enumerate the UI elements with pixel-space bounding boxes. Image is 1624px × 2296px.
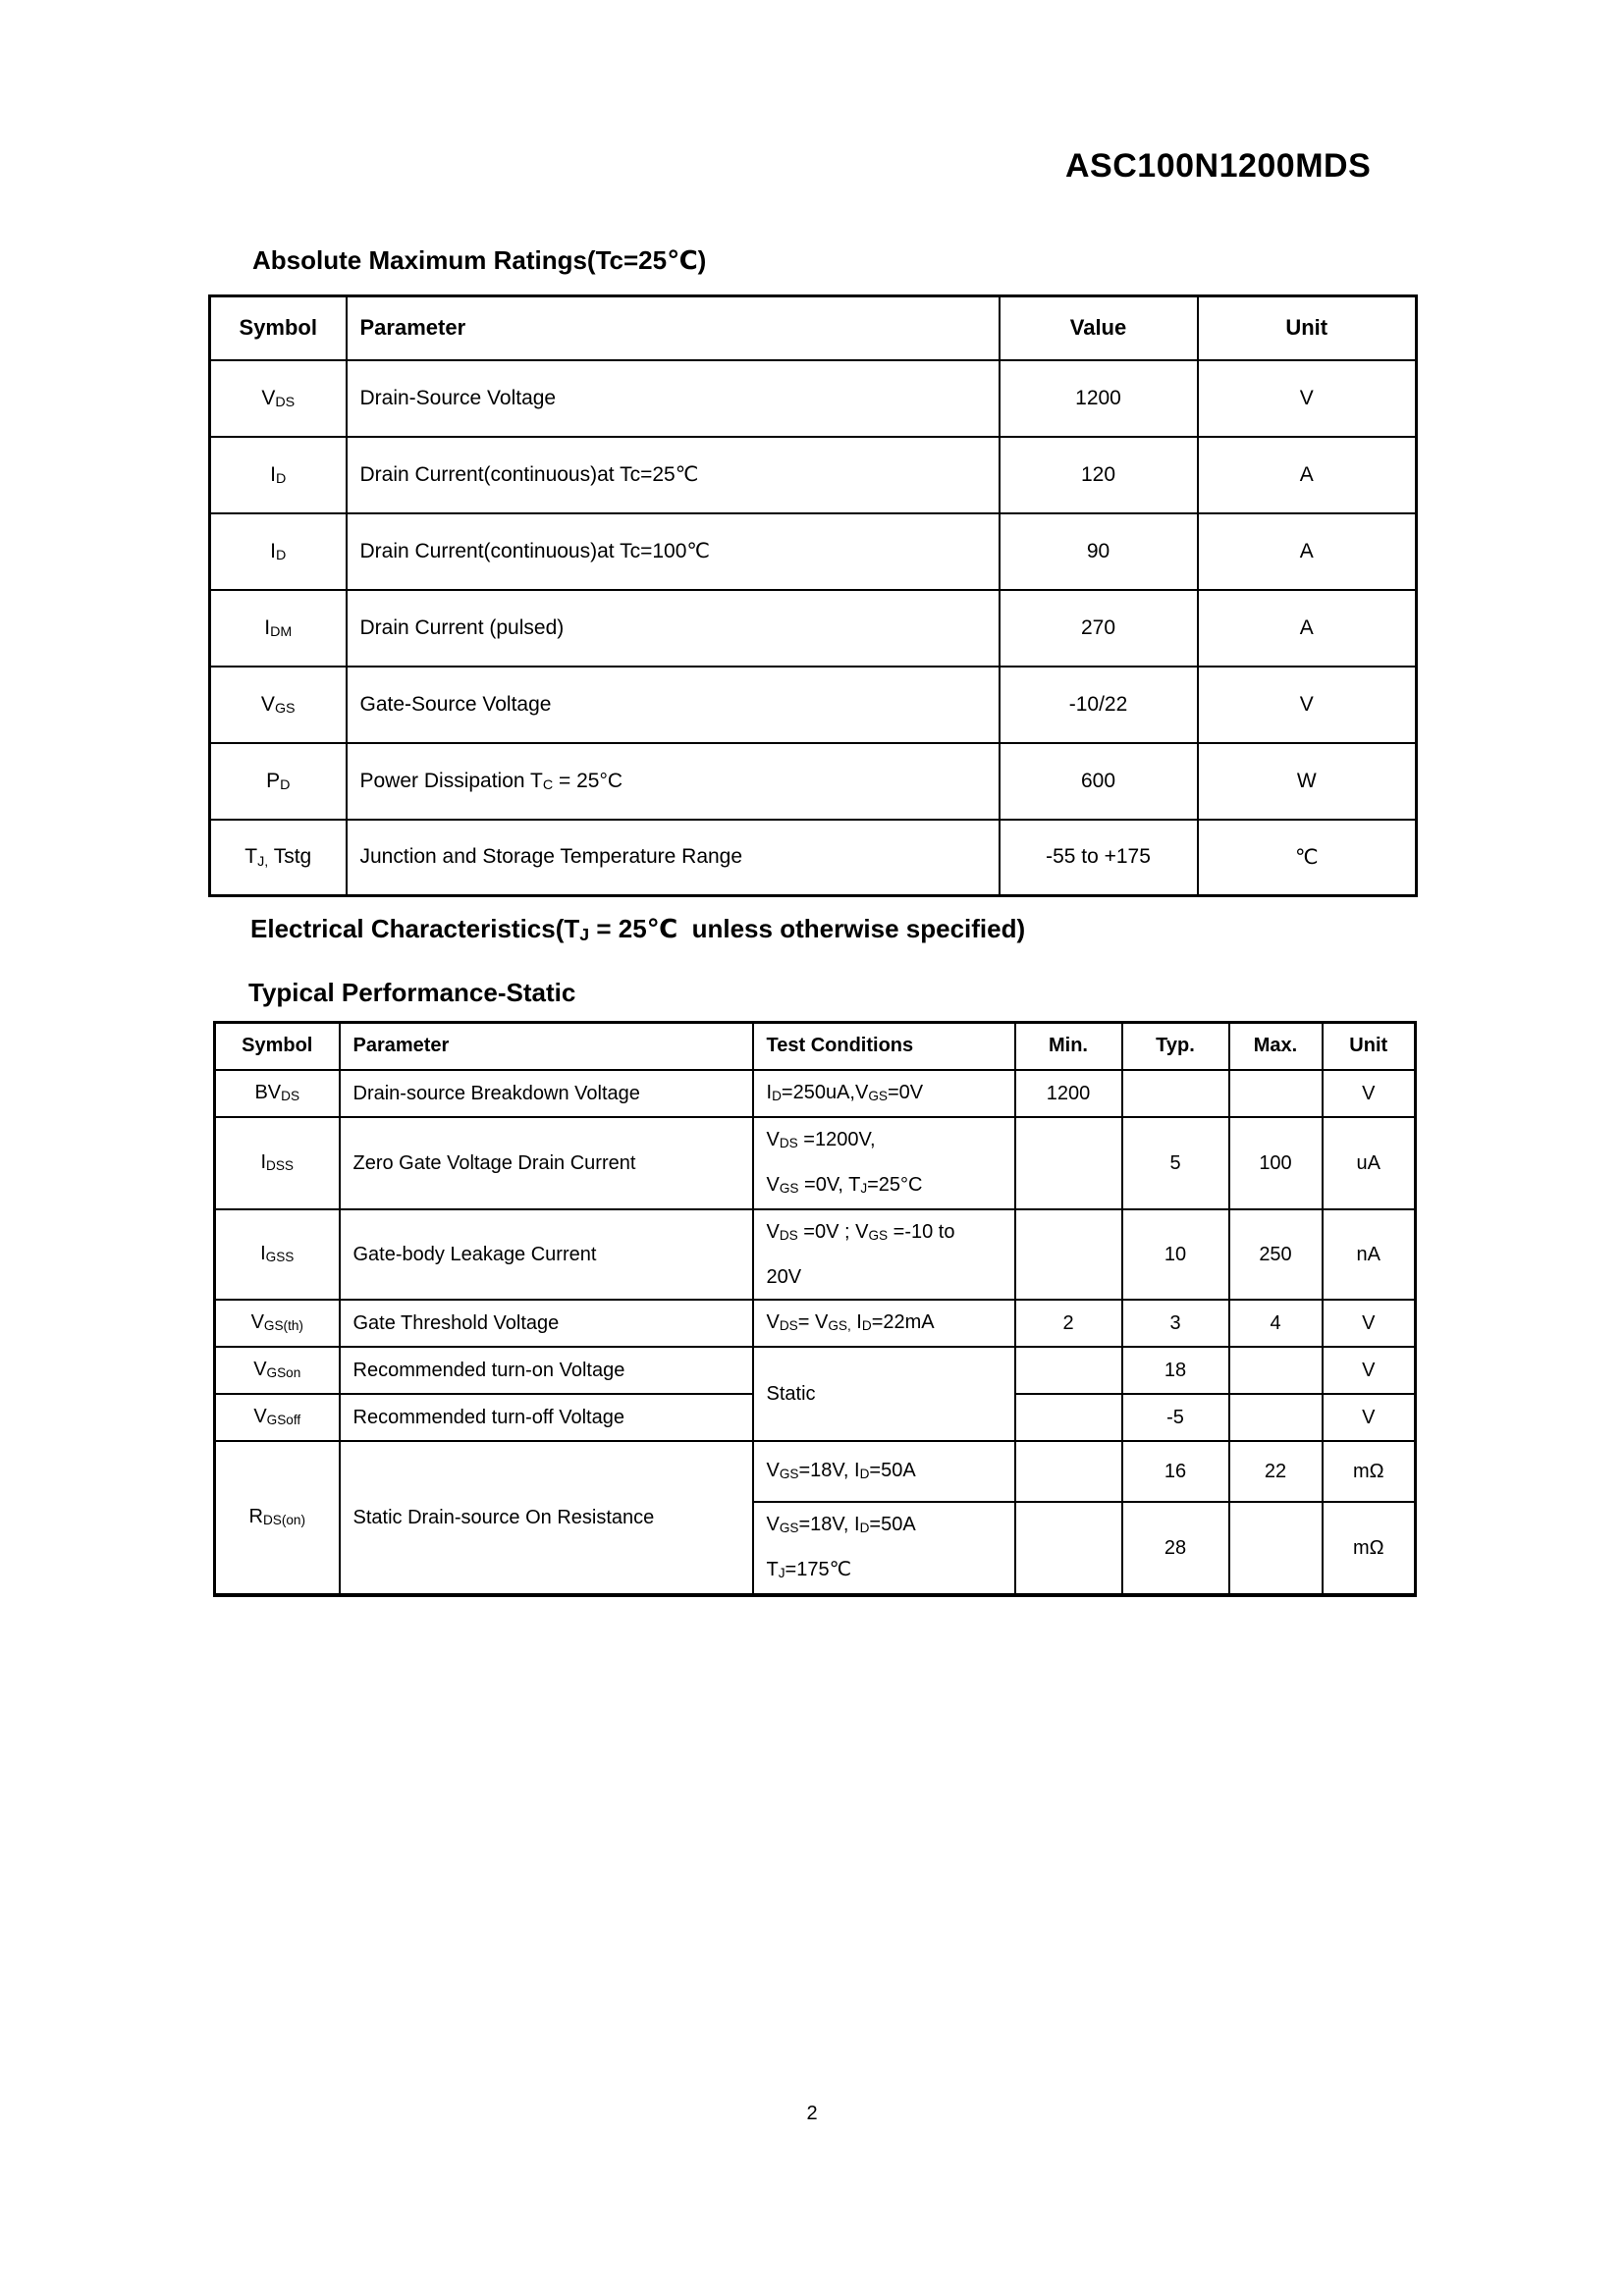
table-cell bbox=[340, 1394, 753, 1441]
text-segment: = 25℃ unless otherwise specified) bbox=[589, 914, 1026, 943]
table-row bbox=[215, 1441, 1416, 1502]
text-segment: J bbox=[860, 1180, 868, 1196]
text-segment: GSoff bbox=[266, 1412, 301, 1427]
table-cell bbox=[210, 437, 347, 513]
table-cell: -55 to +175 bbox=[1000, 820, 1198, 896]
text-segment: DS bbox=[779, 1317, 798, 1333]
text-segment: 20V bbox=[766, 1265, 802, 1288]
text-segment: V bbox=[250, 1310, 264, 1333]
text-segment: Electrical Characteristics(T bbox=[250, 914, 580, 943]
table-cell: A bbox=[1198, 590, 1417, 667]
text-segment: I bbox=[270, 462, 277, 486]
text-segment: GS, bbox=[828, 1317, 851, 1333]
column-header: Unit bbox=[1198, 296, 1417, 360]
text-segment: D bbox=[276, 548, 287, 564]
text-segment: V bbox=[766, 1310, 780, 1333]
text-segment: DS bbox=[281, 1088, 300, 1103]
text-segment: =18V, I bbox=[798, 1459, 860, 1481]
table-cell: 1200 bbox=[1015, 1070, 1122, 1117]
text-segment: T bbox=[766, 1558, 779, 1580]
table-cell bbox=[210, 360, 347, 437]
text-segment: GS bbox=[868, 1227, 889, 1243]
table-cell: 4 bbox=[1229, 1300, 1323, 1347]
text-segment: D bbox=[861, 1317, 872, 1333]
text-segment: GS bbox=[779, 1520, 799, 1535]
table-cell: 2 bbox=[1015, 1300, 1122, 1347]
table-cell bbox=[753, 1070, 1015, 1117]
table-cell bbox=[347, 513, 1000, 590]
text-segment: DS bbox=[779, 1227, 798, 1243]
text-segment: DSS bbox=[266, 1157, 294, 1173]
table-cell bbox=[215, 1441, 340, 1595]
text-segment: D bbox=[859, 1520, 870, 1535]
table-cell: mΩ bbox=[1323, 1502, 1416, 1595]
table-cell bbox=[210, 820, 347, 896]
text-segment: D bbox=[280, 777, 291, 794]
text-segment: J, bbox=[257, 853, 269, 870]
table-cell: -10/22 bbox=[1000, 667, 1198, 743]
text-segment: D bbox=[772, 1088, 782, 1103]
absolute-maximum-ratings-table bbox=[208, 294, 1418, 897]
table-cell bbox=[1015, 1502, 1122, 1595]
text-segment: =0V, T bbox=[798, 1173, 861, 1196]
table-cell: 22 bbox=[1229, 1441, 1323, 1502]
table-cell: 16 bbox=[1122, 1441, 1229, 1502]
text-segment: =1200V, bbox=[797, 1128, 876, 1150]
text-segment: GS bbox=[274, 701, 296, 718]
table-cell bbox=[210, 590, 347, 667]
table-row bbox=[210, 667, 1417, 743]
table-cell: V bbox=[1198, 667, 1417, 743]
table-cell bbox=[340, 1300, 753, 1347]
table-cell bbox=[210, 743, 347, 820]
table-cell bbox=[1015, 1209, 1122, 1300]
column-header: Typ. bbox=[1122, 1023, 1229, 1070]
table-cell: 120 bbox=[1000, 437, 1198, 513]
table-cell: V bbox=[1198, 360, 1417, 437]
table-cell: uA bbox=[1323, 1117, 1416, 1209]
table-cell: 1200 bbox=[1000, 360, 1198, 437]
table-cell: nA bbox=[1323, 1209, 1416, 1300]
table-cell bbox=[1229, 1070, 1323, 1117]
table-cell bbox=[1122, 1070, 1229, 1117]
text-segment: =25°C bbox=[867, 1173, 923, 1196]
table-cell bbox=[215, 1070, 340, 1117]
text-segment: =50A bbox=[869, 1459, 916, 1481]
text-segment: Absolute Maximum Ratings(Tc=25℃) bbox=[252, 245, 707, 275]
table-cell: A bbox=[1198, 513, 1417, 590]
table-cell bbox=[347, 437, 1000, 513]
table-cell bbox=[340, 1347, 753, 1394]
text-segment: BV bbox=[254, 1081, 282, 1103]
table-cell bbox=[753, 1441, 1015, 1502]
text-segment: = 25°C bbox=[553, 769, 623, 792]
table-cell bbox=[1229, 1394, 1323, 1441]
text-segment: I bbox=[264, 615, 271, 639]
text-segment: =175℃ bbox=[785, 1558, 852, 1580]
table-cell bbox=[347, 743, 1000, 820]
text-segment: Recommended turn-on Voltage bbox=[352, 1359, 625, 1381]
page-title: ASC100N1200MDS bbox=[1065, 147, 1372, 185]
table-cell bbox=[753, 1502, 1015, 1595]
table-cell bbox=[753, 1117, 1015, 1209]
text-segment: V bbox=[253, 1358, 267, 1380]
text-segment: GS bbox=[868, 1088, 888, 1103]
heading-typical-performance-static bbox=[248, 978, 575, 1008]
text-segment: I bbox=[270, 539, 277, 562]
text-segment: P bbox=[266, 769, 281, 792]
text-segment: = V bbox=[797, 1310, 829, 1333]
table-cell bbox=[215, 1209, 340, 1300]
text-segment: Tstg bbox=[268, 845, 312, 869]
table-cell bbox=[210, 513, 347, 590]
table-cell bbox=[1015, 1347, 1122, 1394]
heading-absolute-maximum-ratings bbox=[252, 245, 706, 276]
text-segment: I bbox=[260, 1242, 266, 1264]
text-segment: J bbox=[579, 925, 590, 945]
text-segment: Static Drain-source On Resistance bbox=[352, 1506, 655, 1528]
typical-performance-static-table bbox=[213, 1021, 1417, 1597]
table-row bbox=[210, 360, 1417, 437]
text-segment: DS(on) bbox=[262, 1512, 305, 1527]
text-segment: DS bbox=[275, 395, 296, 411]
table-cell bbox=[347, 590, 1000, 667]
table-header-row bbox=[215, 1023, 1416, 1070]
table-row bbox=[210, 437, 1417, 513]
table-cell bbox=[347, 667, 1000, 743]
text-segment: =18V, I bbox=[798, 1513, 860, 1535]
column-header: Parameter bbox=[347, 296, 1000, 360]
table-cell: 28 bbox=[1122, 1502, 1229, 1595]
column-header: Min. bbox=[1015, 1023, 1122, 1070]
text-segment: =22mA bbox=[871, 1310, 935, 1333]
table-row bbox=[215, 1300, 1416, 1347]
column-header: Test Conditions bbox=[753, 1023, 1015, 1070]
text-segment: Static bbox=[766, 1382, 816, 1405]
table-cell: 90 bbox=[1000, 513, 1198, 590]
table-row bbox=[215, 1347, 1416, 1394]
table-row bbox=[210, 513, 1417, 590]
table-row bbox=[210, 590, 1417, 667]
text-segment: V bbox=[766, 1513, 780, 1535]
text-segment: Gate Threshold Voltage bbox=[352, 1311, 560, 1334]
text-segment: GS bbox=[779, 1466, 799, 1481]
text-segment: =-10 to bbox=[888, 1220, 955, 1243]
text-segment: T bbox=[244, 845, 258, 869]
table-cell: V bbox=[1323, 1070, 1416, 1117]
table-cell: mΩ bbox=[1323, 1441, 1416, 1502]
text-segment: Power Dissipation T bbox=[359, 769, 543, 792]
text-segment: I bbox=[260, 1150, 267, 1173]
table-cell bbox=[1015, 1394, 1122, 1441]
text-segment: DM bbox=[270, 624, 293, 641]
table-cell bbox=[753, 1347, 1015, 1441]
text-segment: D bbox=[276, 471, 287, 488]
table-cell bbox=[753, 1300, 1015, 1347]
text-segment: V bbox=[253, 1405, 267, 1427]
text-segment: I bbox=[766, 1081, 773, 1103]
text-segment: DS bbox=[779, 1135, 798, 1150]
text-segment: Drain Current(continuous)at Tc=100℃ bbox=[359, 540, 710, 562]
text-segment: V bbox=[766, 1220, 780, 1243]
text-segment: J bbox=[778, 1565, 785, 1580]
table-cell bbox=[210, 667, 347, 743]
column-header: Symbol bbox=[210, 296, 347, 360]
table-row bbox=[210, 820, 1417, 896]
table-cell bbox=[340, 1070, 753, 1117]
text-segment: V bbox=[766, 1459, 780, 1481]
text-segment: Drain-source Breakdown Voltage bbox=[352, 1082, 640, 1104]
column-header: Max. bbox=[1229, 1023, 1323, 1070]
table-cell: 18 bbox=[1122, 1347, 1229, 1394]
table-cell bbox=[215, 1300, 340, 1347]
column-header: Value bbox=[1000, 296, 1198, 360]
column-header: Symbol bbox=[215, 1023, 340, 1070]
table-row bbox=[210, 743, 1417, 820]
text-segment: Recommended turn-off Voltage bbox=[352, 1406, 624, 1428]
column-header: Parameter bbox=[340, 1023, 753, 1070]
table-cell bbox=[340, 1441, 753, 1595]
table-cell bbox=[1229, 1502, 1323, 1595]
table-cell bbox=[340, 1117, 753, 1209]
table-row bbox=[215, 1209, 1416, 1300]
text-segment: C bbox=[542, 777, 554, 794]
text-segment: V bbox=[766, 1128, 780, 1150]
table-cell bbox=[215, 1347, 340, 1394]
table-cell: A bbox=[1198, 437, 1417, 513]
text-segment: Gate-Source Voltage bbox=[359, 692, 552, 716]
text-segment: Gate-body Leakage Current bbox=[352, 1243, 597, 1265]
text-segment: R bbox=[248, 1505, 263, 1527]
table-cell: ℃ bbox=[1198, 820, 1417, 896]
table-cell bbox=[347, 820, 1000, 896]
text-segment: GS(th) bbox=[263, 1317, 303, 1333]
table-cell bbox=[215, 1117, 340, 1209]
table-cell: 10 bbox=[1122, 1209, 1229, 1300]
heading-electrical-characteristics bbox=[250, 914, 1025, 944]
table-cell bbox=[1229, 1347, 1323, 1394]
table-row bbox=[215, 1070, 1416, 1117]
table-row bbox=[215, 1117, 1416, 1209]
text-segment: Typical Performance-Static bbox=[248, 978, 576, 1007]
text-segment: V bbox=[766, 1173, 780, 1196]
table-cell bbox=[215, 1394, 340, 1441]
text-segment: I bbox=[850, 1310, 862, 1333]
table-cell: V bbox=[1323, 1347, 1416, 1394]
table-cell bbox=[1015, 1441, 1122, 1502]
text-segment: Zero Gate Voltage Drain Current bbox=[352, 1151, 636, 1174]
text-segment: =0V ; V bbox=[797, 1220, 869, 1243]
text-segment: V bbox=[261, 386, 276, 409]
text-segment: Junction and Storage Temperature Range bbox=[359, 845, 743, 869]
text-segment: =50A bbox=[869, 1513, 916, 1535]
table-cell: V bbox=[1323, 1300, 1416, 1347]
column-header: Unit bbox=[1323, 1023, 1416, 1070]
table-cell: V bbox=[1323, 1394, 1416, 1441]
text-segment: =0V bbox=[887, 1081, 924, 1103]
text-segment: Drain-Source Voltage bbox=[359, 386, 557, 409]
table-cell: W bbox=[1198, 743, 1417, 820]
text-segment: Drain Current(continuous)at Tc=25℃ bbox=[359, 463, 699, 486]
table-cell: 100 bbox=[1229, 1117, 1323, 1209]
table-cell bbox=[347, 360, 1000, 437]
table-cell: 600 bbox=[1000, 743, 1198, 820]
page-number: 2 bbox=[806, 2103, 818, 2124]
table-cell: 270 bbox=[1000, 590, 1198, 667]
table-cell: 250 bbox=[1229, 1209, 1323, 1300]
text-segment: GS bbox=[779, 1180, 799, 1196]
text-segment: =250uA,V bbox=[781, 1081, 869, 1103]
text-segment: V bbox=[260, 692, 275, 716]
table-cell: 5 bbox=[1122, 1117, 1229, 1209]
table-cell bbox=[1015, 1117, 1122, 1209]
table-cell: -5 bbox=[1122, 1394, 1229, 1441]
text-segment: GSS bbox=[265, 1249, 295, 1264]
table-header-row bbox=[210, 296, 1417, 360]
text-segment: D bbox=[859, 1466, 870, 1481]
table-cell: 3 bbox=[1122, 1300, 1229, 1347]
text-segment: GSon bbox=[266, 1364, 301, 1380]
text-segment: Drain Current (pulsed) bbox=[359, 615, 565, 639]
table-cell bbox=[340, 1209, 753, 1300]
table-cell bbox=[753, 1209, 1015, 1300]
